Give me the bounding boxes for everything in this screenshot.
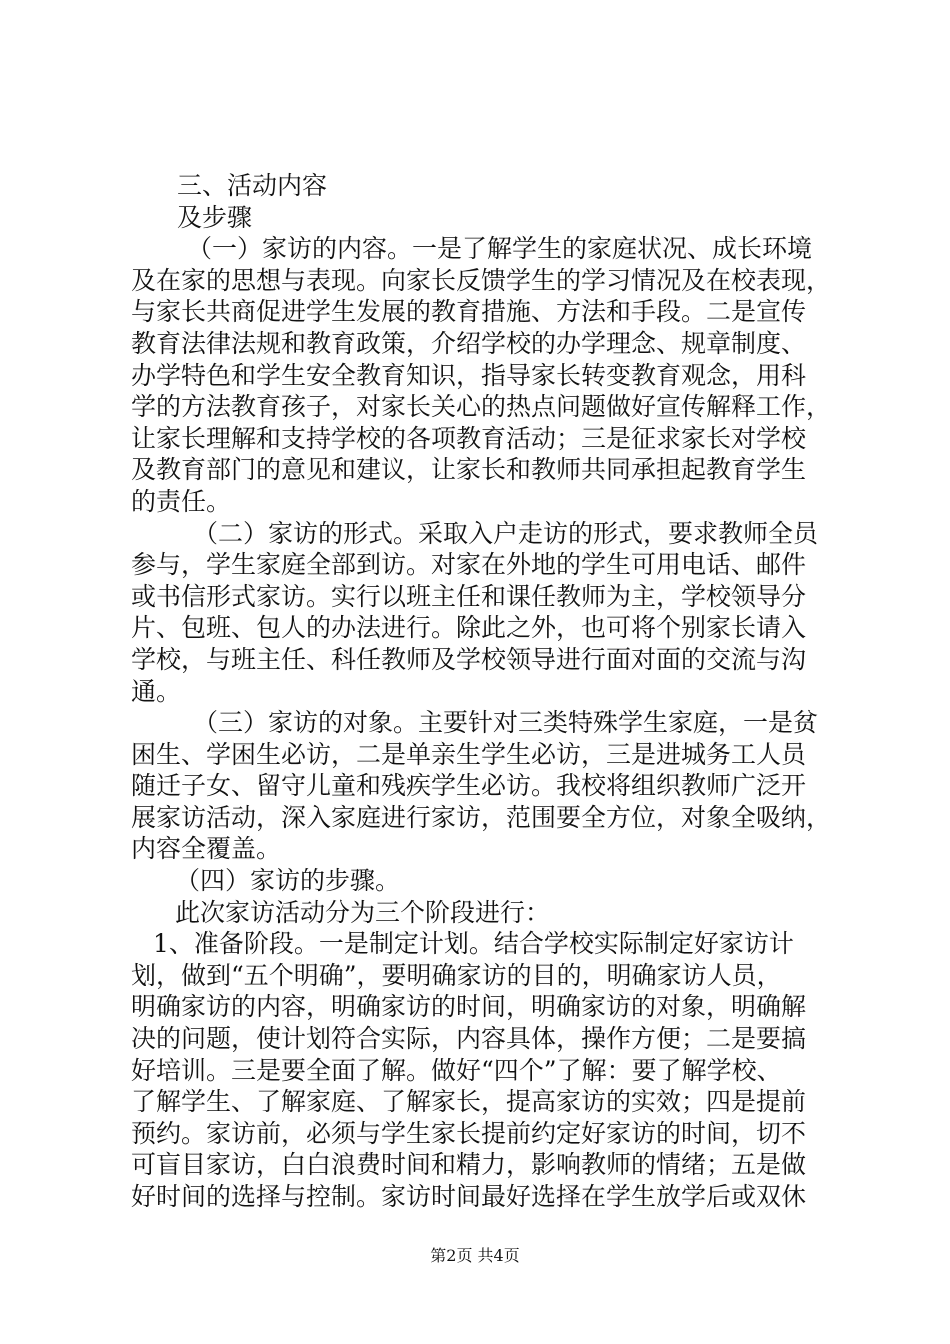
paragraph-line: 明确家访的内容，明确家访的时间，明确家访的对象，明确解	[131, 992, 807, 1022]
paragraph-line: 内容全覆盖。	[131, 834, 282, 864]
paragraph-line: 及在家的思想与表现。向家长反馈学生的学习情况及在校表现，	[131, 265, 832, 295]
paragraph-line: 学校，与班主任、科任教师及学校领导进行面对面的交流与沟	[131, 644, 807, 674]
paragraph-line: （二）家访的形式。采取入户走访的形式，要求教师全员	[193, 518, 819, 548]
document-body	[131, 170, 831, 1213]
paragraph-line: 参与，学生家庭全部到访。对家在外地的学生可用电话、邮件	[131, 550, 807, 580]
paragraph-line: （三）家访的对象。主要针对三类特殊学生家庭，一是贫	[193, 708, 819, 738]
paragraph-line: 片、包班、包人的办法进行。除此之外，也可将个别家长请入	[131, 613, 807, 643]
paragraph-line: 的责任。	[131, 486, 232, 516]
paragraph-line: 了解学生、了解家庭、了解家长，提高家访的实效；四是提前	[131, 1087, 807, 1117]
section-heading: 三、活动内容	[177, 171, 328, 200]
paragraph-line: 困生、学困生必访，二是单亲生学生必访，三是进城务工人员	[131, 739, 807, 769]
paragraph-line: 或书信形式家访。实行以班主任和课任教师为主，学校领导分	[131, 581, 807, 611]
paragraph-line: （一）家访的内容。一是了解学生的家庭状况、成长环境	[187, 234, 813, 264]
paragraph-line: 办学特色和学生安全教育知识，指导家长转变教育观念，用科	[131, 360, 807, 390]
page-footer: 第2页 共4页	[430, 1246, 520, 1265]
subsection-heading: （四）家访的步骤。	[175, 866, 401, 896]
paragraph-line: 决的问题，使计划符合实际，内容具体，操作方便；二是要搞	[131, 1024, 807, 1054]
paragraph-line: 划，做到“五个明确”，要明确家访的目的，明确家访人员，	[131, 960, 782, 990]
paragraph-line: 学的方法教育孩子，对家长关心的热点问题做好宣传解释工作，	[131, 392, 832, 422]
paragraph-line: 此次家访活动分为三个阶段进行：	[175, 897, 551, 927]
paragraph-line: 可盲目家访，白白浪费时间和精力，影响教师的情绪；五是做	[131, 1150, 807, 1180]
paragraph-line: 与家长共商促进学生发展的教育措施、方法和手段。二是宣传	[131, 297, 807, 327]
paragraph-line: 好培训。三是要全面了解。做好“四个”了解：要了解学校、	[131, 1055, 782, 1085]
paragraph-line: 好时间的选择与控制。家访时间最好选择在学生放学后或双休	[131, 1182, 807, 1211]
paragraph-line: 1、准备阶段。一是制定计划。结合学校实际制定好家访计	[153, 929, 794, 959]
paragraph-line: 随迁子女、留守儿童和残疾学生必访。我校将组织教师广泛开	[131, 771, 807, 801]
paragraph-line: 通。	[131, 676, 182, 706]
paragraph-line: 展家访活动，深入家庭进行家访，范围要全方位，对象全吸纳，	[131, 802, 832, 832]
paragraph-line: 教育法律法规和教育政策，介绍学校的办学理念、规章制度、	[131, 328, 807, 358]
paragraph-line: 预约。家访前，必须与学生家长提前约定好家访的时间，切不	[131, 1118, 807, 1148]
section-heading-continued: 及步骤	[177, 202, 253, 232]
paragraph-line: 及教育部门的意见和建议，让家长和教师共同承担起教育学生	[131, 455, 807, 485]
paragraph-line: 让家长理解和支持学校的各项教育活动；三是征求家长对学校	[131, 423, 807, 453]
